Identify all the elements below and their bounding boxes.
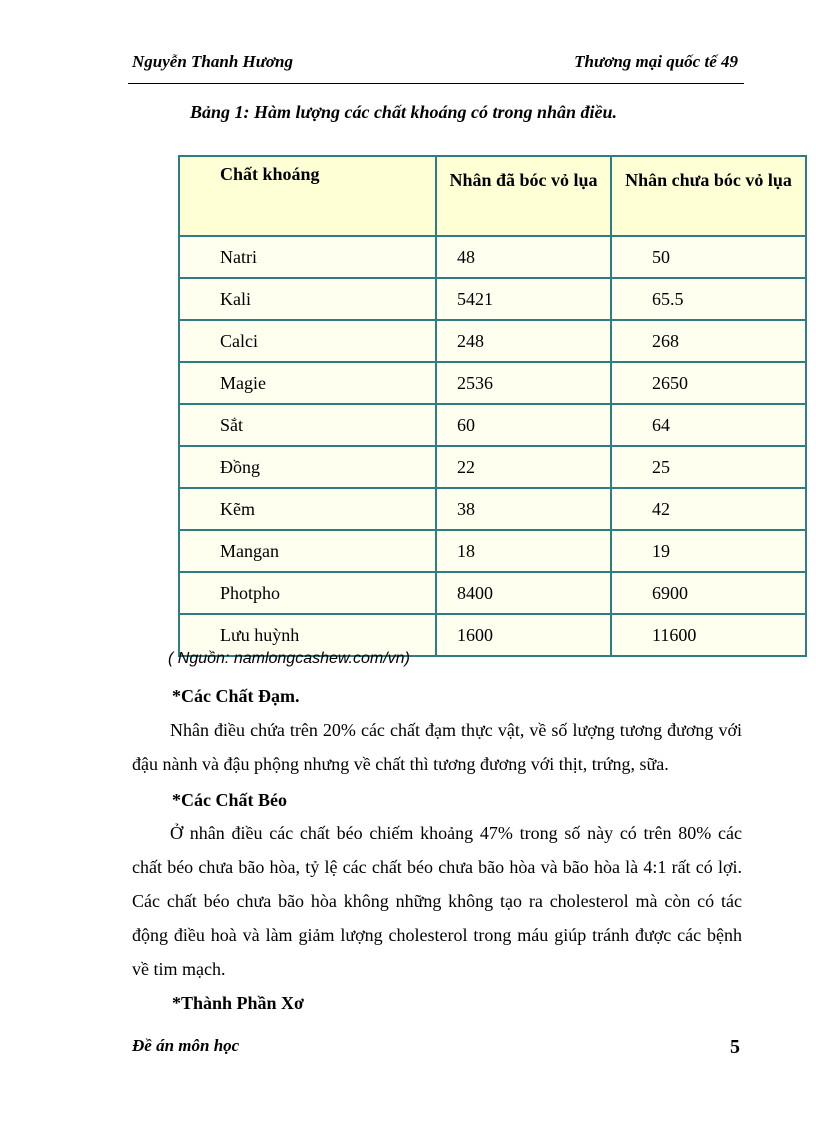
header-cell-peeled: Nhân đã bóc vỏ lụa <box>436 156 611 236</box>
cell-peeled: 1600 <box>436 614 611 656</box>
cell-peeled: 248 <box>436 320 611 362</box>
table-caption: Bảng 1: Hàm lượng các chất khoáng có trong nhân điều. <box>190 102 618 122</box>
cell-unpeeled: 6900 <box>611 572 806 614</box>
section-title-fiber: *Thành Phần Xơ <box>172 993 305 1013</box>
cell-peeled: 38 <box>436 488 611 530</box>
table-row <box>179 446 806 488</box>
footer-label: Đề án môn học <box>132 1036 240 1055</box>
header-title: Thương mại quốc tế 49 <box>574 52 738 71</box>
cell-mineral: Kali <box>179 278 436 320</box>
header-author: Nguyễn Thanh Hương <box>132 52 294 71</box>
cell-mineral: Kẽm <box>179 488 436 530</box>
cell-mineral: Calci <box>179 320 436 362</box>
cell-mineral: Sắt <box>179 404 436 446</box>
table-row <box>179 278 806 320</box>
header-cell-unpeeled: Nhân chưa bóc vỏ lụa <box>611 156 806 236</box>
cell-unpeeled: 50 <box>611 236 806 278</box>
section-title-fat: *Các Chất Béo <box>172 790 287 810</box>
cell-peeled: 22 <box>436 446 611 488</box>
header-cell-mineral: Chất khoáng <box>179 156 436 236</box>
table-row <box>179 236 806 278</box>
cell-mineral: Mangan <box>179 530 436 572</box>
cell-mineral: Đồng <box>179 446 436 488</box>
table-row <box>179 530 806 572</box>
cell-peeled: 48 <box>436 236 611 278</box>
cell-unpeeled: 64 <box>611 404 806 446</box>
table-row <box>179 404 806 446</box>
section-title-protein: *Các Chất Đạm. <box>172 686 300 706</box>
table-header-row <box>179 156 806 236</box>
cell-unpeeled: 11600 <box>611 614 806 656</box>
paragraph-fat: Ở nhân điều các chất béo chiếm khoảng 47% trong số này có trên 80% các chất béo chưa bão hòa, tỷ lệ các chất béo chưa bão hòa và bão hòa là 4:1 rất có lợi. Các chất béo chưa bão hòa không những không tạo ra cholesterol mà còn có tác động điều hoà và làm giảm lượng cholesterol trong máu giúp tránh được các bệnh về tim mạch. <box>132 823 742 979</box>
cell-unpeeled: 2650 <box>611 362 806 404</box>
cell-mineral: Magie <box>179 362 436 404</box>
cell-unpeeled: 25 <box>611 446 806 488</box>
cell-peeled: 18 <box>436 530 611 572</box>
cell-unpeeled: 65.5 <box>611 278 806 320</box>
paragraph-protein: Nhân điều chứa trên 20% các chất đạm thực vật, về số lượng tương đương với đậu nành và đậu phộng nhưng về chất thì tương đương với thịt, trứng, sữa. <box>132 720 742 774</box>
minerals-table <box>178 155 807 657</box>
table-source: ( Nguồn: namlongcashew.com/vn) <box>168 650 410 667</box>
table-row <box>179 362 806 404</box>
cell-mineral: Natri <box>179 236 436 278</box>
page-number: 5 <box>730 1036 740 1058</box>
cell-peeled: 2536 <box>436 362 611 404</box>
cell-unpeeled: 19 <box>611 530 806 572</box>
table-row <box>179 572 806 614</box>
cell-unpeeled: 268 <box>611 320 806 362</box>
table-row <box>179 488 806 530</box>
cell-peeled: 8400 <box>436 572 611 614</box>
cell-mineral: Lưu huỳnh <box>179 614 436 656</box>
cell-peeled: 5421 <box>436 278 611 320</box>
cell-mineral: Photpho <box>179 572 436 614</box>
cell-unpeeled: 42 <box>611 488 806 530</box>
header-divider <box>128 83 744 84</box>
cell-peeled: 60 <box>436 404 611 446</box>
table-row <box>179 320 806 362</box>
